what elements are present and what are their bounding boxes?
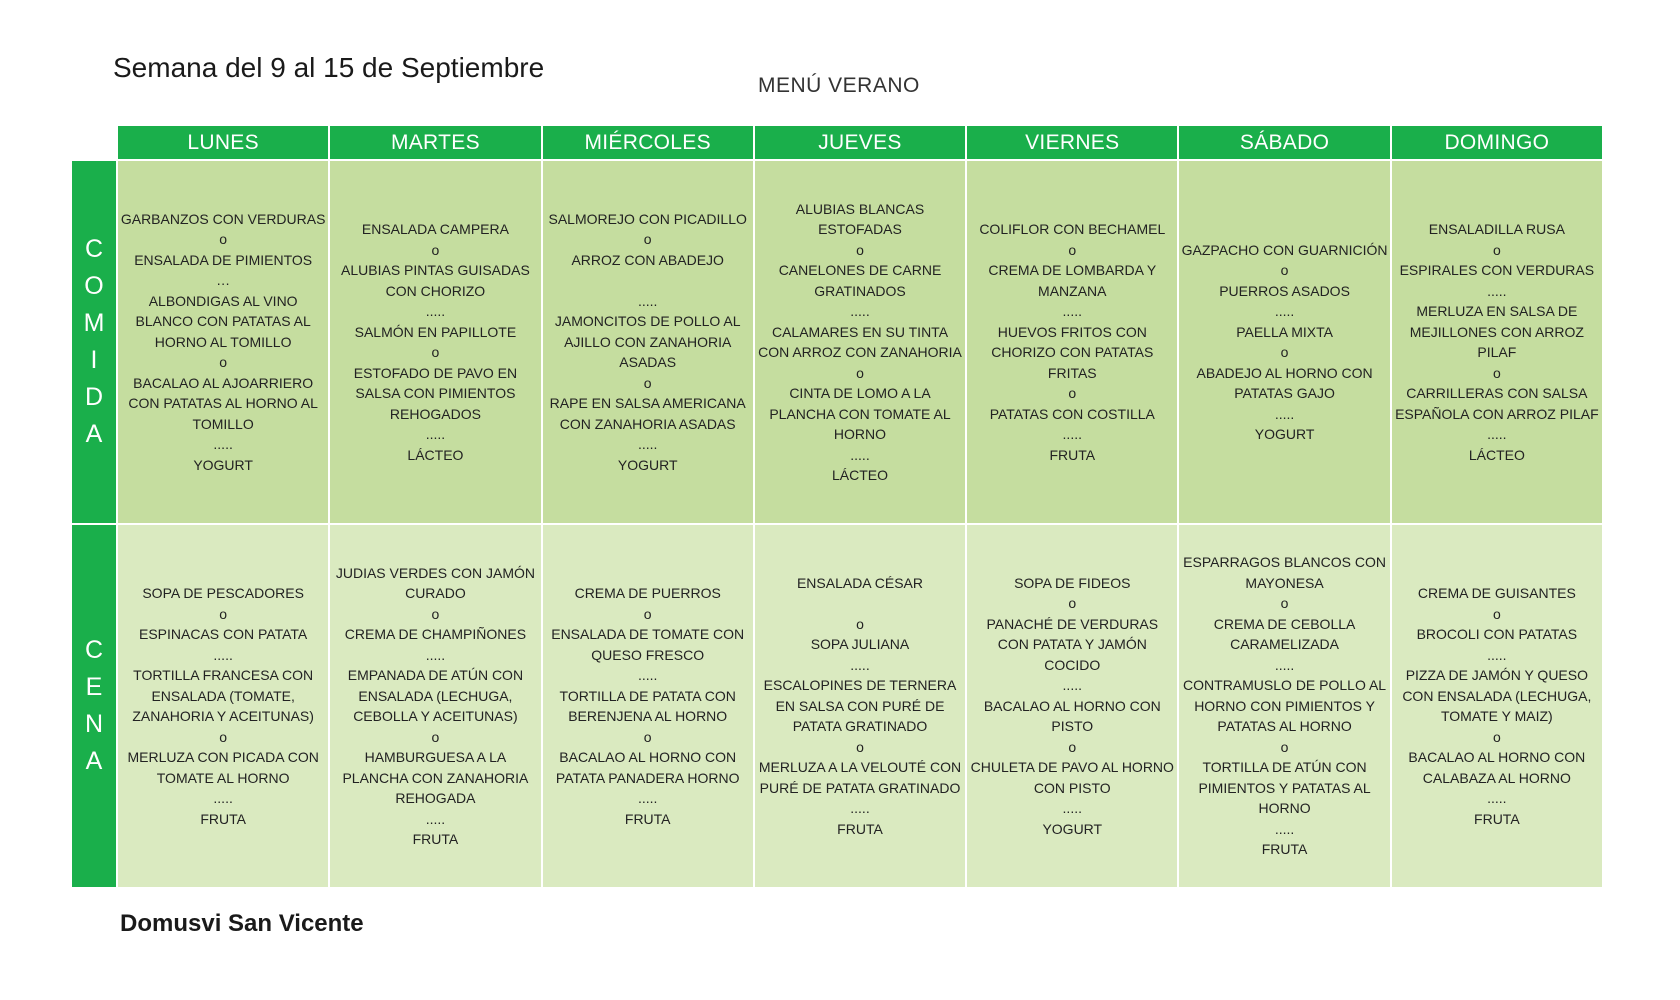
menu-line: ESTOFADO DE PAVO EN SALSA CON PIMIENTOS REHOGADOS — [353, 364, 518, 422]
menu-cell-comida-2 — [543, 161, 753, 523]
menu-line: o — [643, 374, 652, 391]
menu-line: ..... — [1487, 282, 1507, 299]
menu-line: GAZPACHO CON GUARNICIÓN — [1181, 241, 1388, 258]
menu-line: o — [856, 615, 864, 632]
menu-line: ..... — [213, 646, 233, 663]
menu-cell-cena-1 — [330, 525, 540, 887]
meal-label-letter: C — [84, 235, 104, 263]
menu-line: ..... — [1274, 303, 1295, 319]
menu-line: ENSALADA DE TOMATE CON QUESO FRESCO — [551, 626, 745, 663]
menu-line: JUDIAS VERDES CON JAMÓN CURADO — [335, 564, 535, 601]
meal-label-cena — [72, 525, 116, 887]
menu-line: ..... — [637, 292, 658, 309]
meal-label-letter: C — [84, 636, 104, 664]
menu-line: YOGURT — [617, 456, 678, 473]
menu-line — [858, 593, 862, 614]
menu-line: PATATAS CON COSTILLA — [989, 405, 1155, 422]
menu-line: TORTILLA DE ATÚN CON PIMIENTOS Y PATATAS AL HORNO — [1198, 759, 1371, 817]
menu-line: PAELLA MIXTA — [1236, 323, 1333, 340]
menu-line: PUERROS ASADOS — [1219, 282, 1350, 299]
menu-line: ..... — [850, 303, 870, 319]
meal-label-letter: A — [85, 747, 103, 775]
menu-line: COLIFLOR CON BECHAMEL — [979, 221, 1166, 237]
menu-line: BACALAO AL AJOARRIERO CON PATATAS AL HORNO AL TOMILLO — [128, 374, 318, 432]
menu-line: ..... — [1487, 646, 1507, 663]
meal-label-letter: D — [84, 383, 104, 411]
menu-line: GARBANZOS CON VERDURAS — [120, 210, 326, 227]
menu-line: SOPA DE FIDEOS — [1014, 574, 1131, 591]
menu-cell-cena-0 — [118, 525, 328, 887]
menu-table — [72, 126, 1602, 885]
menu-line: CARRILLERAS CON SALSA ESPAÑOLA CON ARROZ PILAF — [1395, 385, 1599, 422]
menu-line: o — [643, 231, 652, 248]
menu-cell-comida-5 — [1179, 161, 1389, 523]
week-title: Semana del 9 al 15 de Septiembre — [113, 52, 545, 83]
menu-cell-comida-1 — [330, 161, 540, 523]
day-header-5: SÁBADO — [1179, 126, 1389, 159]
menu-line: BROCOLI CON PATATAS — [1416, 626, 1578, 642]
menu-line: PANACHÉ DE VERDURAS CON PATATA Y JAMÓN COCIDO — [986, 615, 1159, 673]
menu-line: ALUBIAS PINTAS GUISADAS CON CHORIZO — [341, 262, 530, 299]
menu-line: ABADEJO AL HORNO CON PATATAS GAJO — [1196, 364, 1373, 401]
menu-line: FRUTA — [412, 831, 459, 847]
menu-cell-cena-2 — [543, 525, 753, 887]
menu-line: o — [431, 728, 440, 745]
menu-line: o — [219, 728, 228, 745]
menu-line: RAPE EN SALSA AMERICANA CON ZANAHORIA ASADAS — [549, 395, 746, 432]
menu-line: ENSALADA CÉSAR — [796, 574, 924, 591]
day-header-4: VIERNES — [967, 126, 1177, 159]
menu-line: BACALAO AL HORNO CON PISTO — [983, 697, 1161, 735]
menu-line: BACALAO AL HORNO CON PATATA PANADERA HORNO — [555, 749, 740, 786]
menu-line: ESPIRALES CON VERDURAS — [1399, 262, 1595, 278]
menu-line: SALMOREJO CON PICADILLO — [548, 210, 747, 227]
meal-label-letter: O — [84, 272, 104, 300]
menu-line: CREMA DE CHAMPIÑONES — [344, 626, 527, 642]
menu-line: ..... — [1062, 800, 1082, 817]
menu-line: ESPARRAGOS BLANCOS CON MAYONESA — [1183, 554, 1386, 591]
menu-cell-comida-0 — [118, 161, 328, 523]
menu-line: o — [219, 605, 228, 622]
menu-line: CREMA DE CEBOLLA CARAMELIZADA — [1213, 615, 1356, 653]
menu-line: ..... — [213, 790, 233, 806]
menu-line: EMPANADA DE ATÚN CON ENSALADA (LECHUGA, CEBOLLA Y ACEITUNAS) — [347, 667, 524, 724]
menu-line: FRUTA — [1474, 810, 1520, 827]
menu-cell-cena-3 — [755, 525, 965, 887]
meal-label-letter: I — [90, 346, 98, 374]
menu-line: LÁCTEO — [407, 446, 464, 463]
footer-brand: Domusvi San Vicente — [120, 910, 364, 937]
menu-line: ENSALADA CAMPERA — [361, 221, 509, 237]
menu-line: CINTA DE LOMO A LA PLANCHA CON TOMATE AL HORNO — [769, 385, 951, 442]
menu-line: o — [1280, 344, 1289, 360]
menu-line: YOGURT — [193, 456, 253, 473]
menu-line: o — [1492, 364, 1501, 381]
menu-line: ESPINACAS CON PATATA — [138, 626, 308, 642]
menu-line: CREMA DE PUERROS — [574, 585, 721, 601]
menu-line: o — [1068, 595, 1077, 612]
menu-line: FRUTA — [1049, 446, 1096, 463]
menu-line: ALUBIAS BLANCAS ESTOFADAS — [795, 200, 925, 237]
menu-line: HAMBURGUESA A LA PLANCHA CON ZANAHORIA REHOGADA — [342, 749, 529, 806]
menu-line: o — [1280, 738, 1289, 755]
menu-line: CALAMARES EN SU TINTA CON ARROZ CON ZANAHORIA — [758, 323, 962, 360]
menu-line: o — [1068, 385, 1077, 401]
menu-line: ..... — [637, 790, 658, 806]
menu-line: o — [1492, 605, 1501, 622]
menu-line: … — [216, 272, 231, 289]
menu-line: MERLUZA EN SALSA DE MEJILLONES CON ARROZ PILAF — [1409, 303, 1584, 360]
menu-line: o — [643, 605, 652, 622]
menu-line: ENSALADILLA RUSA — [1428, 221, 1565, 237]
day-header-2: MIÉRCOLES — [543, 126, 753, 159]
menu-line: ALBONDIGAS AL VINO BLANCO CON PATATAS AL HORNO AL TOMILLO — [135, 292, 311, 350]
day-header-0: LUNES — [118, 126, 328, 159]
menu-line: ..... — [850, 800, 870, 817]
menu-line: ..... — [425, 810, 446, 827]
menu-line: CREMA DE LOMBARDA Y MANZANA — [988, 262, 1157, 299]
menu-line: TORTILLA DE PATATA CON BERENJENA AL HORNO — [559, 687, 736, 724]
menu-line: LÁCTEO — [831, 467, 888, 483]
menu-line: o — [1280, 262, 1289, 278]
menu-cell-cena-5 — [1179, 525, 1389, 887]
meal-label-letter: M — [83, 309, 105, 337]
menu-line: o — [1280, 595, 1289, 612]
menu-line: ..... — [637, 667, 658, 683]
menu-line: FRUTA — [837, 820, 883, 837]
menu-line: MERLUZA A LA VELOUTÉ CON PURÉ DE PATATA GRATINADO — [758, 759, 962, 796]
menu-line: TORTILLA FRANCESA CON ENSALADA (TOMATE, ZANAHORIA Y ACEITUNAS) — [132, 667, 314, 724]
menu-line: YOGURT — [1042, 820, 1103, 837]
menu-cell-cena-4 — [967, 525, 1177, 887]
menu-line: CONTRAMUSLO DE POLLO AL HORNO CON PIMIENTOS Y PATATAS AL HORNO — [1183, 677, 1387, 735]
menu-line: PIZZA DE JAMÓN Y QUESO CON ENSALADA (LECHUGA, TOMATE Y MAIZ) — [1402, 667, 1592, 724]
menu-line: ..... — [1062, 677, 1082, 694]
menu-line: ..... — [425, 426, 446, 442]
menu-line: ARROZ CON ABADEJO — [571, 251, 724, 268]
menu-cell-cena-6 — [1392, 525, 1602, 887]
menu-line: ..... — [1487, 426, 1507, 442]
menu-cell-comida-3 — [755, 161, 965, 523]
day-header-1: MARTES — [330, 126, 540, 159]
menu-line: JAMONCITOS DE POLLO AL AJILLO CON ZANAHORIA ASADAS — [554, 313, 741, 371]
menu-line: o — [856, 241, 864, 258]
menu-line: o — [431, 605, 440, 622]
meal-label-comida — [72, 161, 116, 523]
menu-line: ..... — [1274, 656, 1295, 673]
menu-line: ..... — [637, 436, 658, 453]
menu-line: BACALAO AL HORNO CON CALABAZA AL HORNO — [1408, 749, 1586, 786]
menu-cell-comida-4 — [967, 161, 1177, 523]
menu-line: FRUTA — [624, 810, 671, 827]
day-header-3: JUEVES — [755, 126, 965, 159]
menu-line: ..... — [425, 303, 446, 319]
menu-line: CHULETA DE PAVO AL HORNO CON PISTO — [970, 759, 1174, 796]
day-header-6: DOMINGO — [1392, 126, 1602, 159]
menu-line: o — [219, 231, 228, 248]
menu-line: ..... — [425, 646, 446, 663]
menu-line: o — [431, 241, 440, 258]
table-corner — [72, 126, 116, 159]
menu-line: SOPA DE PESCADORES — [142, 585, 304, 601]
menu-line: CANELONES DE CARNE GRATINADOS — [778, 262, 942, 299]
menu-line: ESCALOPINES DE TERNERA EN SALSA CON PURÉ DE PATATA GRATINADO — [763, 677, 957, 735]
menu-line: ..... — [850, 446, 870, 463]
menu-line: HUEVOS FRITOS CON CHORIZO CON PATATAS FRITAS — [991, 323, 1154, 381]
menu-line: ..... — [1274, 820, 1295, 837]
menu-line: ..... — [213, 436, 233, 453]
menu-title: MENÚ VERANO — [758, 74, 920, 97]
meal-label-letter: E — [85, 673, 103, 701]
menu-line: YOGURT — [1254, 426, 1315, 442]
menu-line: o — [431, 344, 440, 360]
menu-line: LÁCTEO — [1468, 446, 1525, 463]
meal-label-letter: A — [85, 420, 103, 448]
menu-line: o — [1068, 241, 1077, 258]
menu-line: ..... — [1062, 426, 1082, 442]
menu-line: o — [856, 364, 864, 381]
menu-line — [646, 270, 650, 291]
menu-line: o — [1068, 738, 1077, 755]
menu-line: ENSALADA DE PIMIENTOS — [134, 251, 313, 268]
menu-line: FRUTA — [1261, 841, 1308, 858]
menu-line: ..... — [850, 656, 870, 673]
menu-line: o — [219, 354, 228, 371]
menu-line: o — [1492, 728, 1501, 745]
menu-line: ..... — [1274, 405, 1295, 422]
menu-line: SOPA JULIANA — [810, 636, 910, 653]
menu-line: o — [643, 728, 652, 745]
menu-line: MERLUZA CON PICADA CON TOMATE AL HORNO — [127, 749, 319, 786]
meal-label-letter: N — [84, 710, 104, 738]
menu-line: o — [856, 738, 864, 755]
menu-line: ..... — [1487, 790, 1507, 806]
menu-line: o — [1492, 241, 1501, 258]
menu-line: CREMA DE GUISANTES — [1417, 585, 1576, 601]
menu-line: ..... — [1062, 303, 1082, 319]
menu-line: SALMÓN EN PAPILLOTE — [354, 323, 517, 340]
menu-cell-comida-6 — [1392, 161, 1602, 523]
menu-line: FRUTA — [200, 810, 246, 827]
